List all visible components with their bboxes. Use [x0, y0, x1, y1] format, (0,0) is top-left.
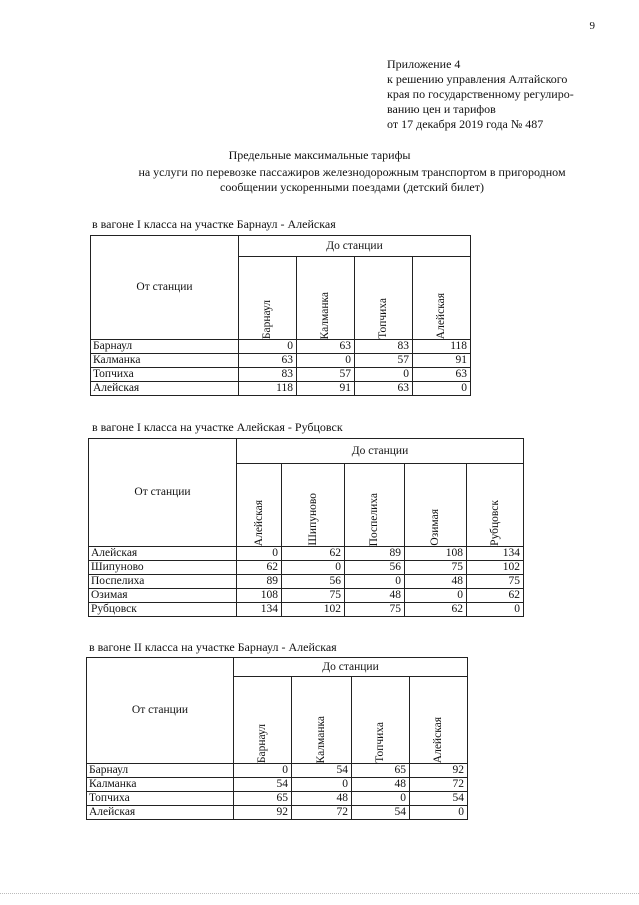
tariff-cell: 56: [345, 561, 405, 575]
table-row: [87, 764, 468, 778]
tariff-cell: 92: [410, 764, 468, 778]
appendix-line: к решению управления Алтайского: [387, 72, 568, 86]
tariff-cell: 118: [413, 340, 471, 354]
document-title: Предельные максимальные тарифы: [228, 148, 411, 162]
tariff-cell: 0: [355, 368, 413, 382]
table-row: [87, 792, 468, 806]
tariff-cell: 0: [297, 354, 355, 368]
row-station: Алейская: [87, 806, 234, 820]
row-station: Алейская: [89, 547, 237, 561]
tariff-cell: 48: [345, 589, 405, 603]
destination-header: Шипуново: [282, 464, 345, 547]
table-row: [87, 806, 468, 820]
tariff-cell: 54: [234, 778, 292, 792]
table-row: [87, 778, 468, 792]
table-row: [89, 561, 524, 575]
destination-header: Калманка: [292, 677, 352, 764]
tariff-cell: 102: [467, 561, 524, 575]
tariff-cell: 118: [239, 382, 297, 396]
section-title-1: в вагоне I класса на участке Барнаул - Алейская: [92, 217, 336, 231]
row-station: Калманка: [87, 778, 234, 792]
tariff-cell: 0: [234, 764, 292, 778]
tariff-cell: 75: [282, 589, 345, 603]
tariff-cell: 89: [237, 575, 282, 589]
table-row: [89, 589, 524, 603]
appendix-block: [387, 57, 607, 132]
tariff-cell: 91: [297, 382, 355, 396]
tariff-cell: 91: [413, 354, 471, 368]
tariff-cell: 0: [345, 575, 405, 589]
tariff-cell: 72: [410, 778, 468, 792]
document-subtitle: на услуги по перевозке пассажиров железнодорожным транспортом в пригородном сообщении ускоренными поездами (детский билет): [138, 165, 566, 194]
tariff-cell: 75: [467, 575, 524, 589]
section-title-2: в вагоне I класса на участке Алейская - Рубцовск: [92, 420, 343, 434]
tariff-cell: 48: [292, 792, 352, 806]
destination-header: Топчиха: [352, 677, 410, 764]
row-station: Калманка: [91, 354, 239, 368]
tariff-cell: 54: [352, 806, 410, 820]
appendix-line: края по государственному регулиро-: [387, 87, 574, 101]
table-row: [91, 340, 471, 354]
appendix-line: ванию цен и тарифов: [387, 102, 496, 116]
tariff-cell: 48: [352, 778, 410, 792]
tariff-cell: 108: [405, 547, 467, 561]
tariff-cell: 72: [292, 806, 352, 820]
table-row: [91, 368, 471, 382]
tariff-cell: 134: [237, 603, 282, 617]
tariff-cell: 63: [355, 382, 413, 396]
row-station: Барнаул: [87, 764, 234, 778]
table-row: [89, 547, 524, 561]
destination-header: Рубцовск: [467, 464, 524, 547]
tariff-table-3: [86, 657, 468, 820]
destination-header: Алейская: [237, 464, 282, 547]
tariff-cell: 134: [467, 547, 524, 561]
from-station-header: От станции: [91, 236, 239, 340]
destination-header: Алейская: [410, 677, 468, 764]
tariff-cell: 62: [405, 603, 467, 617]
to-station-header: До станции: [237, 439, 524, 464]
page-bottom-divider: [0, 893, 639, 894]
table-row: [91, 354, 471, 368]
tariff-cell: 0: [405, 589, 467, 603]
tariff-cell: 0: [282, 561, 345, 575]
to-station-header: До станции: [239, 236, 471, 257]
row-station: Топчиха: [87, 792, 234, 806]
tariff-cell: 75: [405, 561, 467, 575]
tariff-cell: 92: [234, 806, 292, 820]
section-title-3: в вагоне II класса на участке Барнаул - Алейская: [89, 640, 337, 654]
tariff-cell: 57: [355, 354, 413, 368]
from-station-header: От станции: [87, 658, 234, 764]
tariff-cell: 0: [239, 340, 297, 354]
row-station: Поспелиха: [89, 575, 237, 589]
row-station: Рубцовск: [89, 603, 237, 617]
tariff-cell: 65: [234, 792, 292, 806]
appendix-line: Приложение 4: [387, 57, 461, 71]
appendix-line: от 17 декабря 2019 года № 487: [387, 117, 544, 131]
tariff-cell: 62: [467, 589, 524, 603]
tariff-cell: 56: [282, 575, 345, 589]
table-row: [89, 575, 524, 589]
tariff-cell: 57: [297, 368, 355, 382]
tariff-cell: 54: [410, 792, 468, 806]
row-station: Алейская: [91, 382, 239, 396]
tariff-table-1: [90, 235, 471, 396]
tariff-cell: 62: [237, 561, 282, 575]
tariff-cell: 0: [410, 806, 468, 820]
row-station: Топчиха: [91, 368, 239, 382]
destination-header: Калманка: [297, 257, 355, 340]
tariff-cell: 89: [345, 547, 405, 561]
tariff-cell: 83: [355, 340, 413, 354]
tariff-table-2: [88, 438, 524, 617]
tariff-cell: 63: [239, 354, 297, 368]
tariff-cell: 54: [292, 764, 352, 778]
tariff-cell: 0: [352, 792, 410, 806]
to-station-header: До станции: [234, 658, 468, 677]
tariff-cell: 108: [237, 589, 282, 603]
tariff-cell: 0: [413, 382, 471, 396]
tariff-cell: 83: [239, 368, 297, 382]
tariff-cell: 0: [467, 603, 524, 617]
table-row: [91, 382, 471, 396]
tariff-cell: 63: [297, 340, 355, 354]
tariff-cell: 0: [292, 778, 352, 792]
destination-header: Барнаул: [234, 677, 292, 764]
destination-header: Озимая: [405, 464, 467, 547]
tariff-cell: 62: [282, 547, 345, 561]
destination-header: Алейская: [413, 257, 471, 340]
tariff-cell: 102: [282, 603, 345, 617]
tariff-cell: 0: [237, 547, 282, 561]
row-station: Шипуново: [89, 561, 237, 575]
page-number: 9: [589, 20, 595, 32]
row-station: Барнаул: [91, 340, 239, 354]
row-station: Озимая: [89, 589, 237, 603]
destination-header: Барнаул: [239, 257, 297, 340]
destination-header: Топчиха: [355, 257, 413, 340]
tariff-cell: 63: [413, 368, 471, 382]
tariff-cell: 75: [345, 603, 405, 617]
tariff-cell: 48: [405, 575, 467, 589]
destination-header: Поспелиха: [345, 464, 405, 547]
table-row: [89, 603, 524, 617]
tariff-cell: 65: [352, 764, 410, 778]
from-station-header: От станции: [89, 439, 237, 547]
